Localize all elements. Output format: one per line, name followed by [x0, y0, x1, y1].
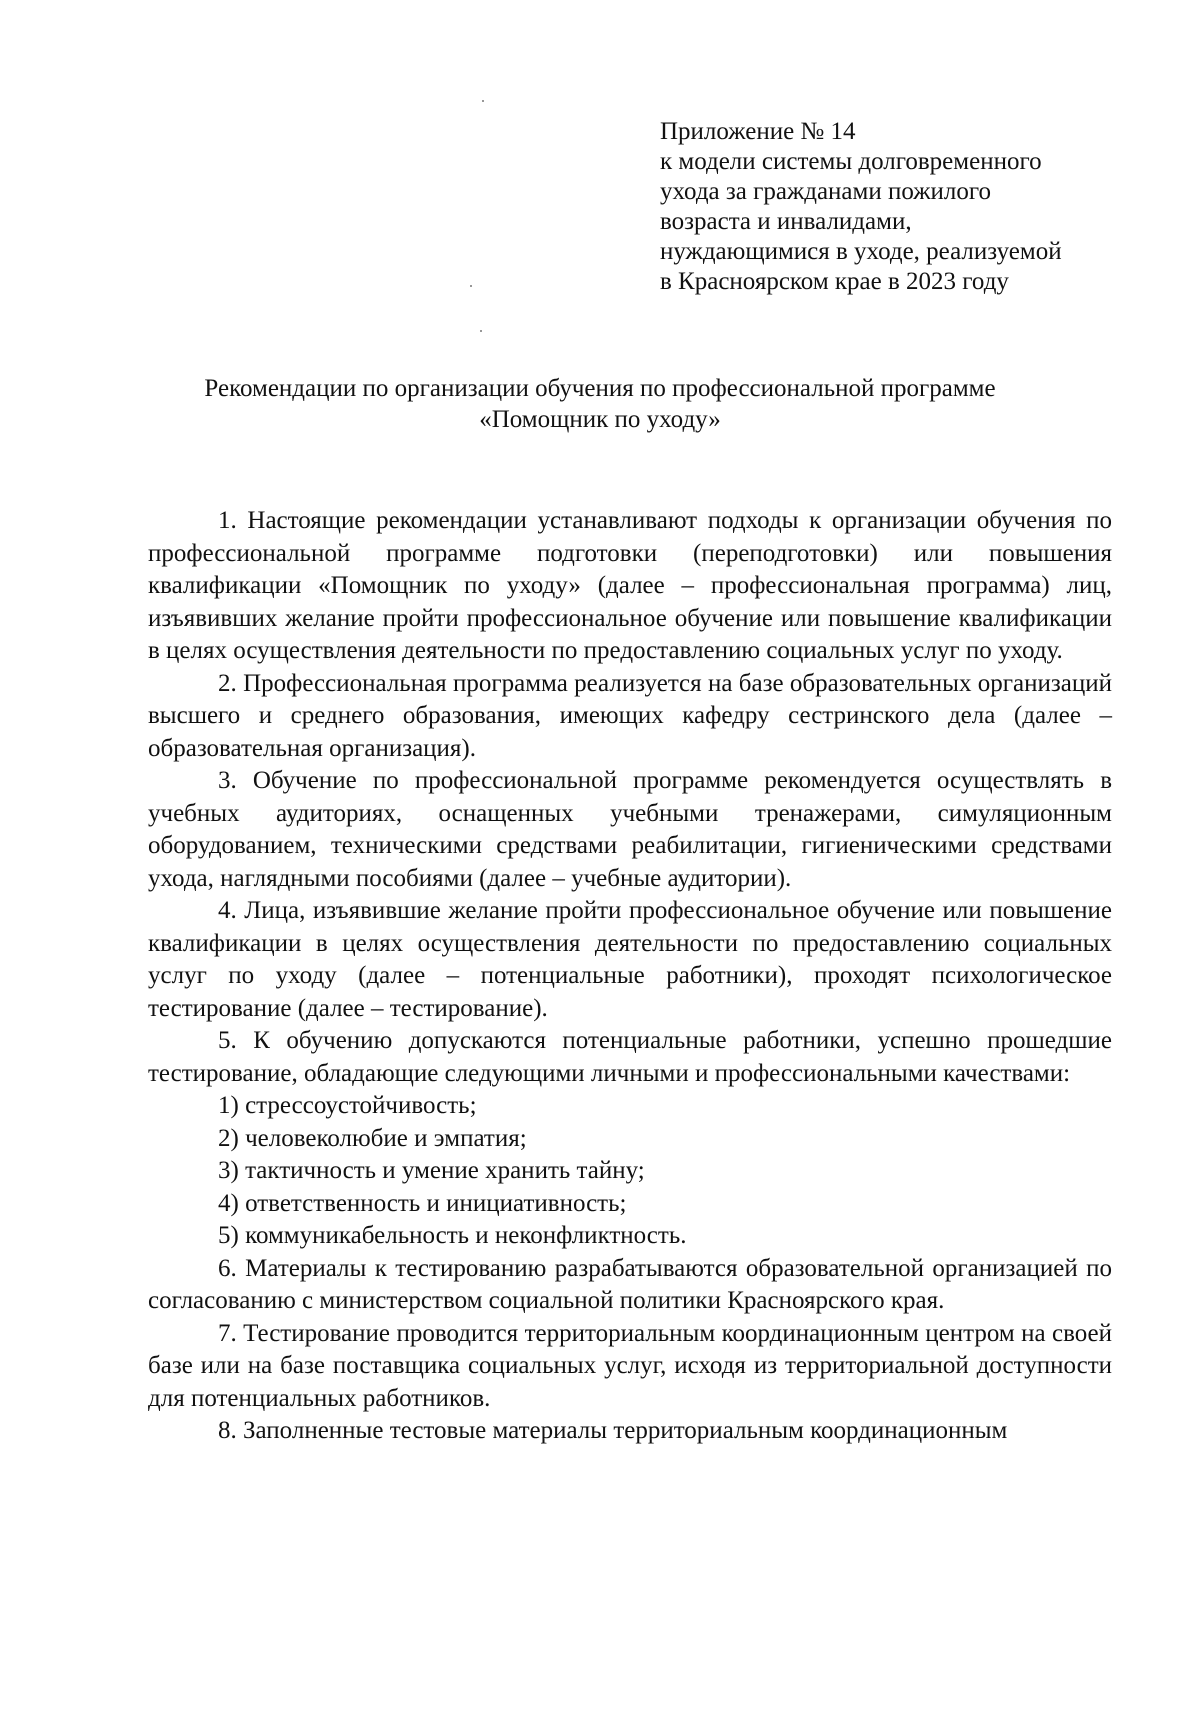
- list-item: 2) человеколюбие и эмпатия;: [218, 1124, 527, 1152]
- scan-speck: [480, 330, 482, 332]
- paragraph-7: 7. Тестирование проводится территориальным координационным центром на своей базе или на базе поставщика социальных услуг, исходя из территориальной доступности для потенциальных работников.: [148, 1319, 1112, 1412]
- list-item: 5) коммуникабельность и неконфликтность.: [218, 1222, 687, 1249]
- document-body: [148, 505, 1112, 1448]
- list-item: 1) стрессоустойчивость;: [218, 1092, 477, 1119]
- list-item: 3) тактичность и умение хранить тайну;: [218, 1157, 645, 1184]
- paragraph-4: 4. Лица, изъявившие желание пройти профессиональное обучение или повышение квалификации в целях осуществления деятельности по предоставлению социальных услуг по уходу (далее – потенциальные работники), проходят психологическое тестирование (далее – тестирование).: [148, 897, 1112, 1022]
- appendix-line: нуждающимися в уходе, реализуемой: [660, 238, 1062, 265]
- appendix-header: [660, 117, 1140, 297]
- appendix-line: ухода за гражданами пожилого: [660, 178, 991, 205]
- list-item: 4) ответственность и инициативность;: [218, 1189, 627, 1217]
- appendix-line: возраста и инвалидами,: [660, 208, 912, 235]
- paragraph-5: 5. К обучению допускаются потенциальные работники, успешно прошедшие тестирование, обладающие следующими личными и профессиональными качествами:: [148, 1027, 1112, 1087]
- paragraph-6: 6. Материалы к тестированию разрабатываются образовательной организацией по согласованию с министерством социальной политики Красноярского края.: [148, 1254, 1112, 1314]
- title-line: «Помощник по уходу»: [479, 406, 721, 433]
- paragraph-2: 2. Профессиональная программа реализуется на базе образовательных организаций высшего и среднего образования, имеющих кафедру сестринского дела (далее – образовательная организация).: [148, 669, 1112, 762]
- title-line: Рекомендации по организации обучения по профессиональной программе: [204, 375, 996, 402]
- scan-speck: [482, 100, 484, 102]
- qualities-list: [148, 1090, 1112, 1253]
- document-title: [140, 373, 1060, 435]
- appendix-line: к модели системы долговременного: [660, 148, 1042, 175]
- appendix-line: Приложение № 14: [660, 118, 856, 145]
- appendix-line: в Красноярском крае в 2023 году: [660, 268, 1009, 295]
- paragraph-3: 3. Обучение по профессиональной программе рекомендуется осуществлять в учебных аудиториях, оснащенных учебными тренажерами, симуляционным оборудованием, техническими средствами реабилитации, гигиеническими средствами ухода, наглядными пособиями (далее – учебные аудитории).: [148, 767, 1112, 892]
- scan-speck: [470, 285, 472, 287]
- paragraph-1: 1. Настоящие рекомендации устанавливают подходы к организации обучения по профессиональной программе подготовки (переподготовки) или повышения квалификации «Помощник по уходу» (далее – профессиональная программа) лиц, изъявивших желание пройти профессиональное обучение или повышение квалификации в целях осуществления деятельности по предоставлению социальных услуг по уходу.: [148, 507, 1112, 664]
- paragraph-8: 8. Заполненные тестовые материалы территориальным координационным: [218, 1417, 1008, 1444]
